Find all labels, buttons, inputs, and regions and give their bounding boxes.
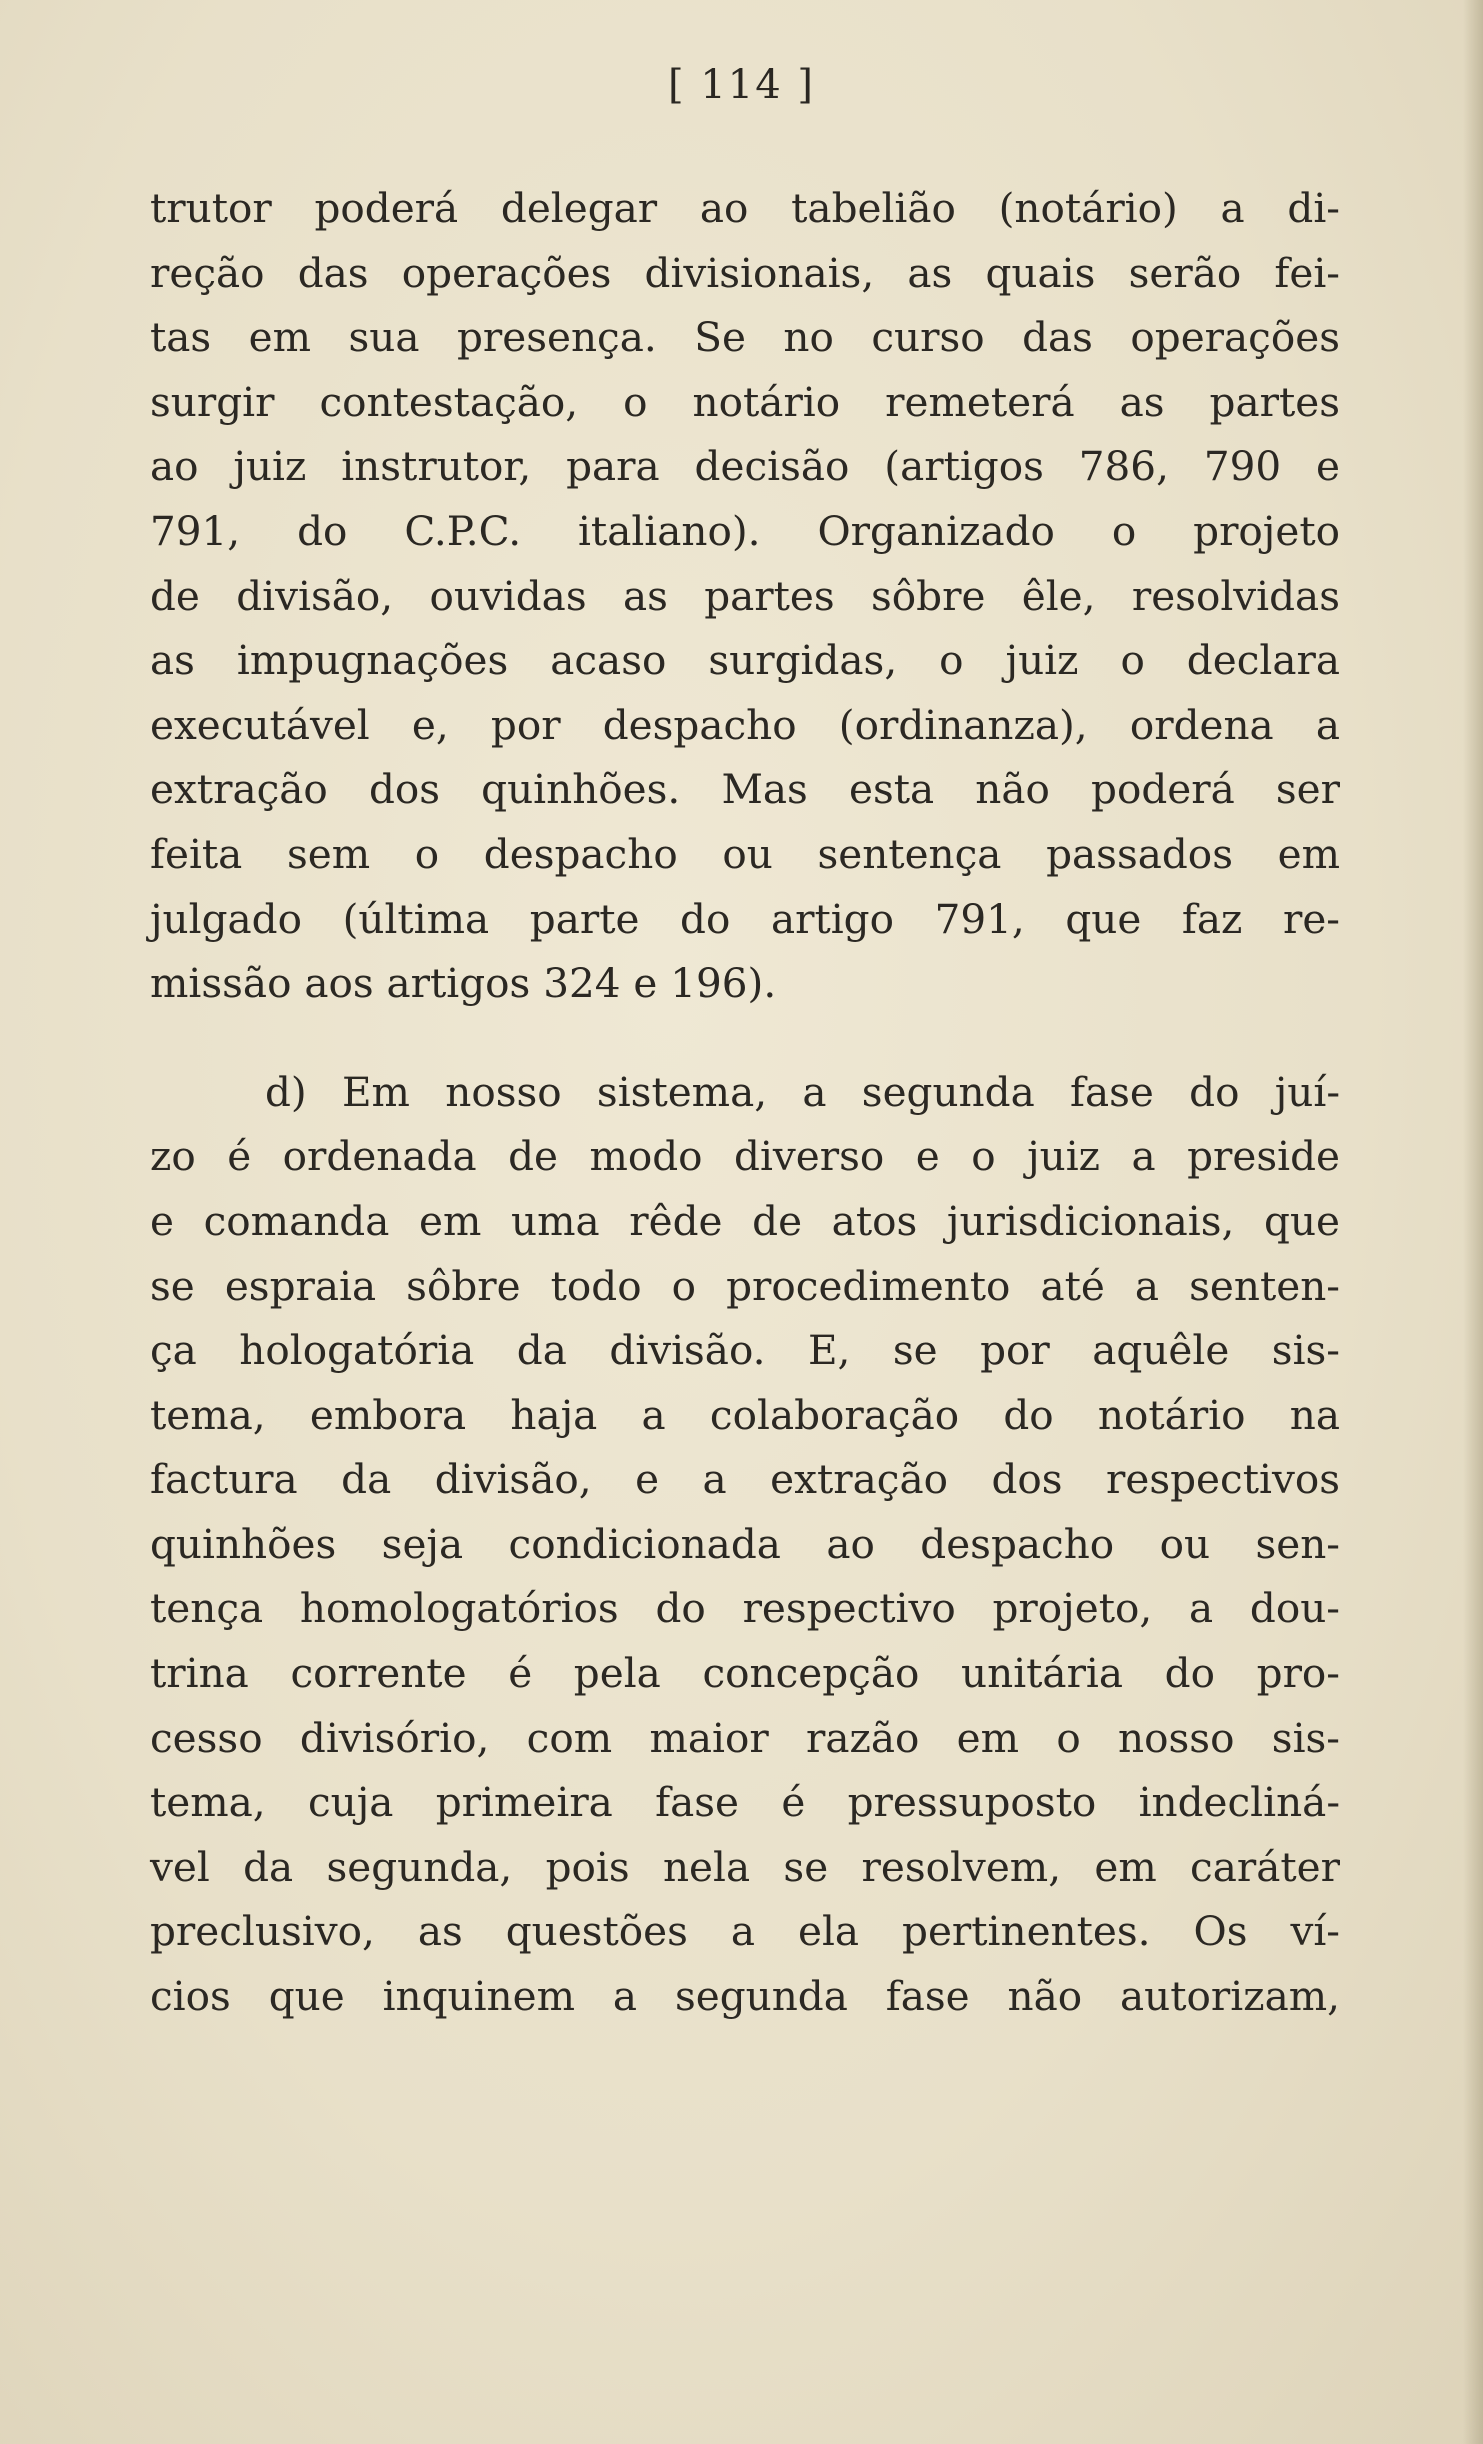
body-text [150,176,1340,2029]
text-line: cios que inquinem a segunda fase não autorizam, [150,1972,1340,2021]
text-line: tema, embora haja a colaboração do notário na [150,1390,1340,1439]
text-line: executável e, por despacho (ordinanza), ordena a [150,700,1340,749]
paragraph-1 [150,176,1340,1016]
text-line: ao juiz instrutor, para decisão (artigos 786, 790 e [150,442,1340,491]
text-line: se espraia sôbre todo o procedimento até a senten- [150,1261,1340,1310]
text-line: surgir contestação, o notário remeterá as partes [150,377,1340,426]
text-line: tas em sua presença. Se no curso das operações [150,313,1340,362]
text-line: missão aos artigos 324 e 196). [150,959,777,1008]
text-line: tença homologatórios do respectivo projeto, a dou- [150,1584,1340,1633]
text-line: tema, cuja primeira fase é pressuposto indecliná- [150,1778,1340,1827]
text-line: reção das operações divisionais, as quais serão fei- [150,248,1340,297]
text-line: d) Em nosso sistema, a segunda fase do juí- [265,1067,1340,1116]
text-line: trutor poderá delegar ao tabelião (notário) a di- [150,184,1340,232]
text-line: factura da divisão, e a extração dos respectivos [150,1455,1340,1504]
text-line: zo é ordenada de modo diverso e o juiz a preside [150,1132,1340,1181]
text-line: extração dos quinhões. Mas esta não poderá ser [150,765,1340,814]
text-line: vel da segunda, pois nela se resolvem, em caráter [150,1842,1340,1891]
paragraph-2 [150,1060,1340,2029]
text-line: de divisão, ouvidas as partes sôbre êle, resolvidas [150,571,1340,620]
text-line: ça hologatória da divisão. E, se por aquêle sis- [150,1326,1340,1375]
text-line: julgado (última parte do artigo 791, que faz re- [150,894,1340,943]
paragraph-gap [150,1016,1340,1060]
text-line: quinhões seja condicionada ao despacho ou sen- [150,1519,1340,1568]
page-number: [ 114 ] [668,62,815,108]
text-line: cesso divisório, com maior razão em o nosso sis- [150,1713,1340,1762]
text-line: preclusivo, as questões a ela pertinentes. Os ví- [150,1907,1340,1956]
text-line: trina corrente é pela concepção unitária do pro- [150,1649,1340,1698]
text-line: as impugnações acaso surgidas, o juiz o declara [150,636,1340,685]
text-line: 791, do C.P.C. italiano). Organizado o projeto [150,506,1340,555]
page-edge-shadow [1463,0,1483,2444]
text-line: feita sem o despacho ou sentença passados em [150,829,1340,878]
text-line: e comanda em uma rêde de atos jurisdicionais, que [150,1196,1340,1245]
